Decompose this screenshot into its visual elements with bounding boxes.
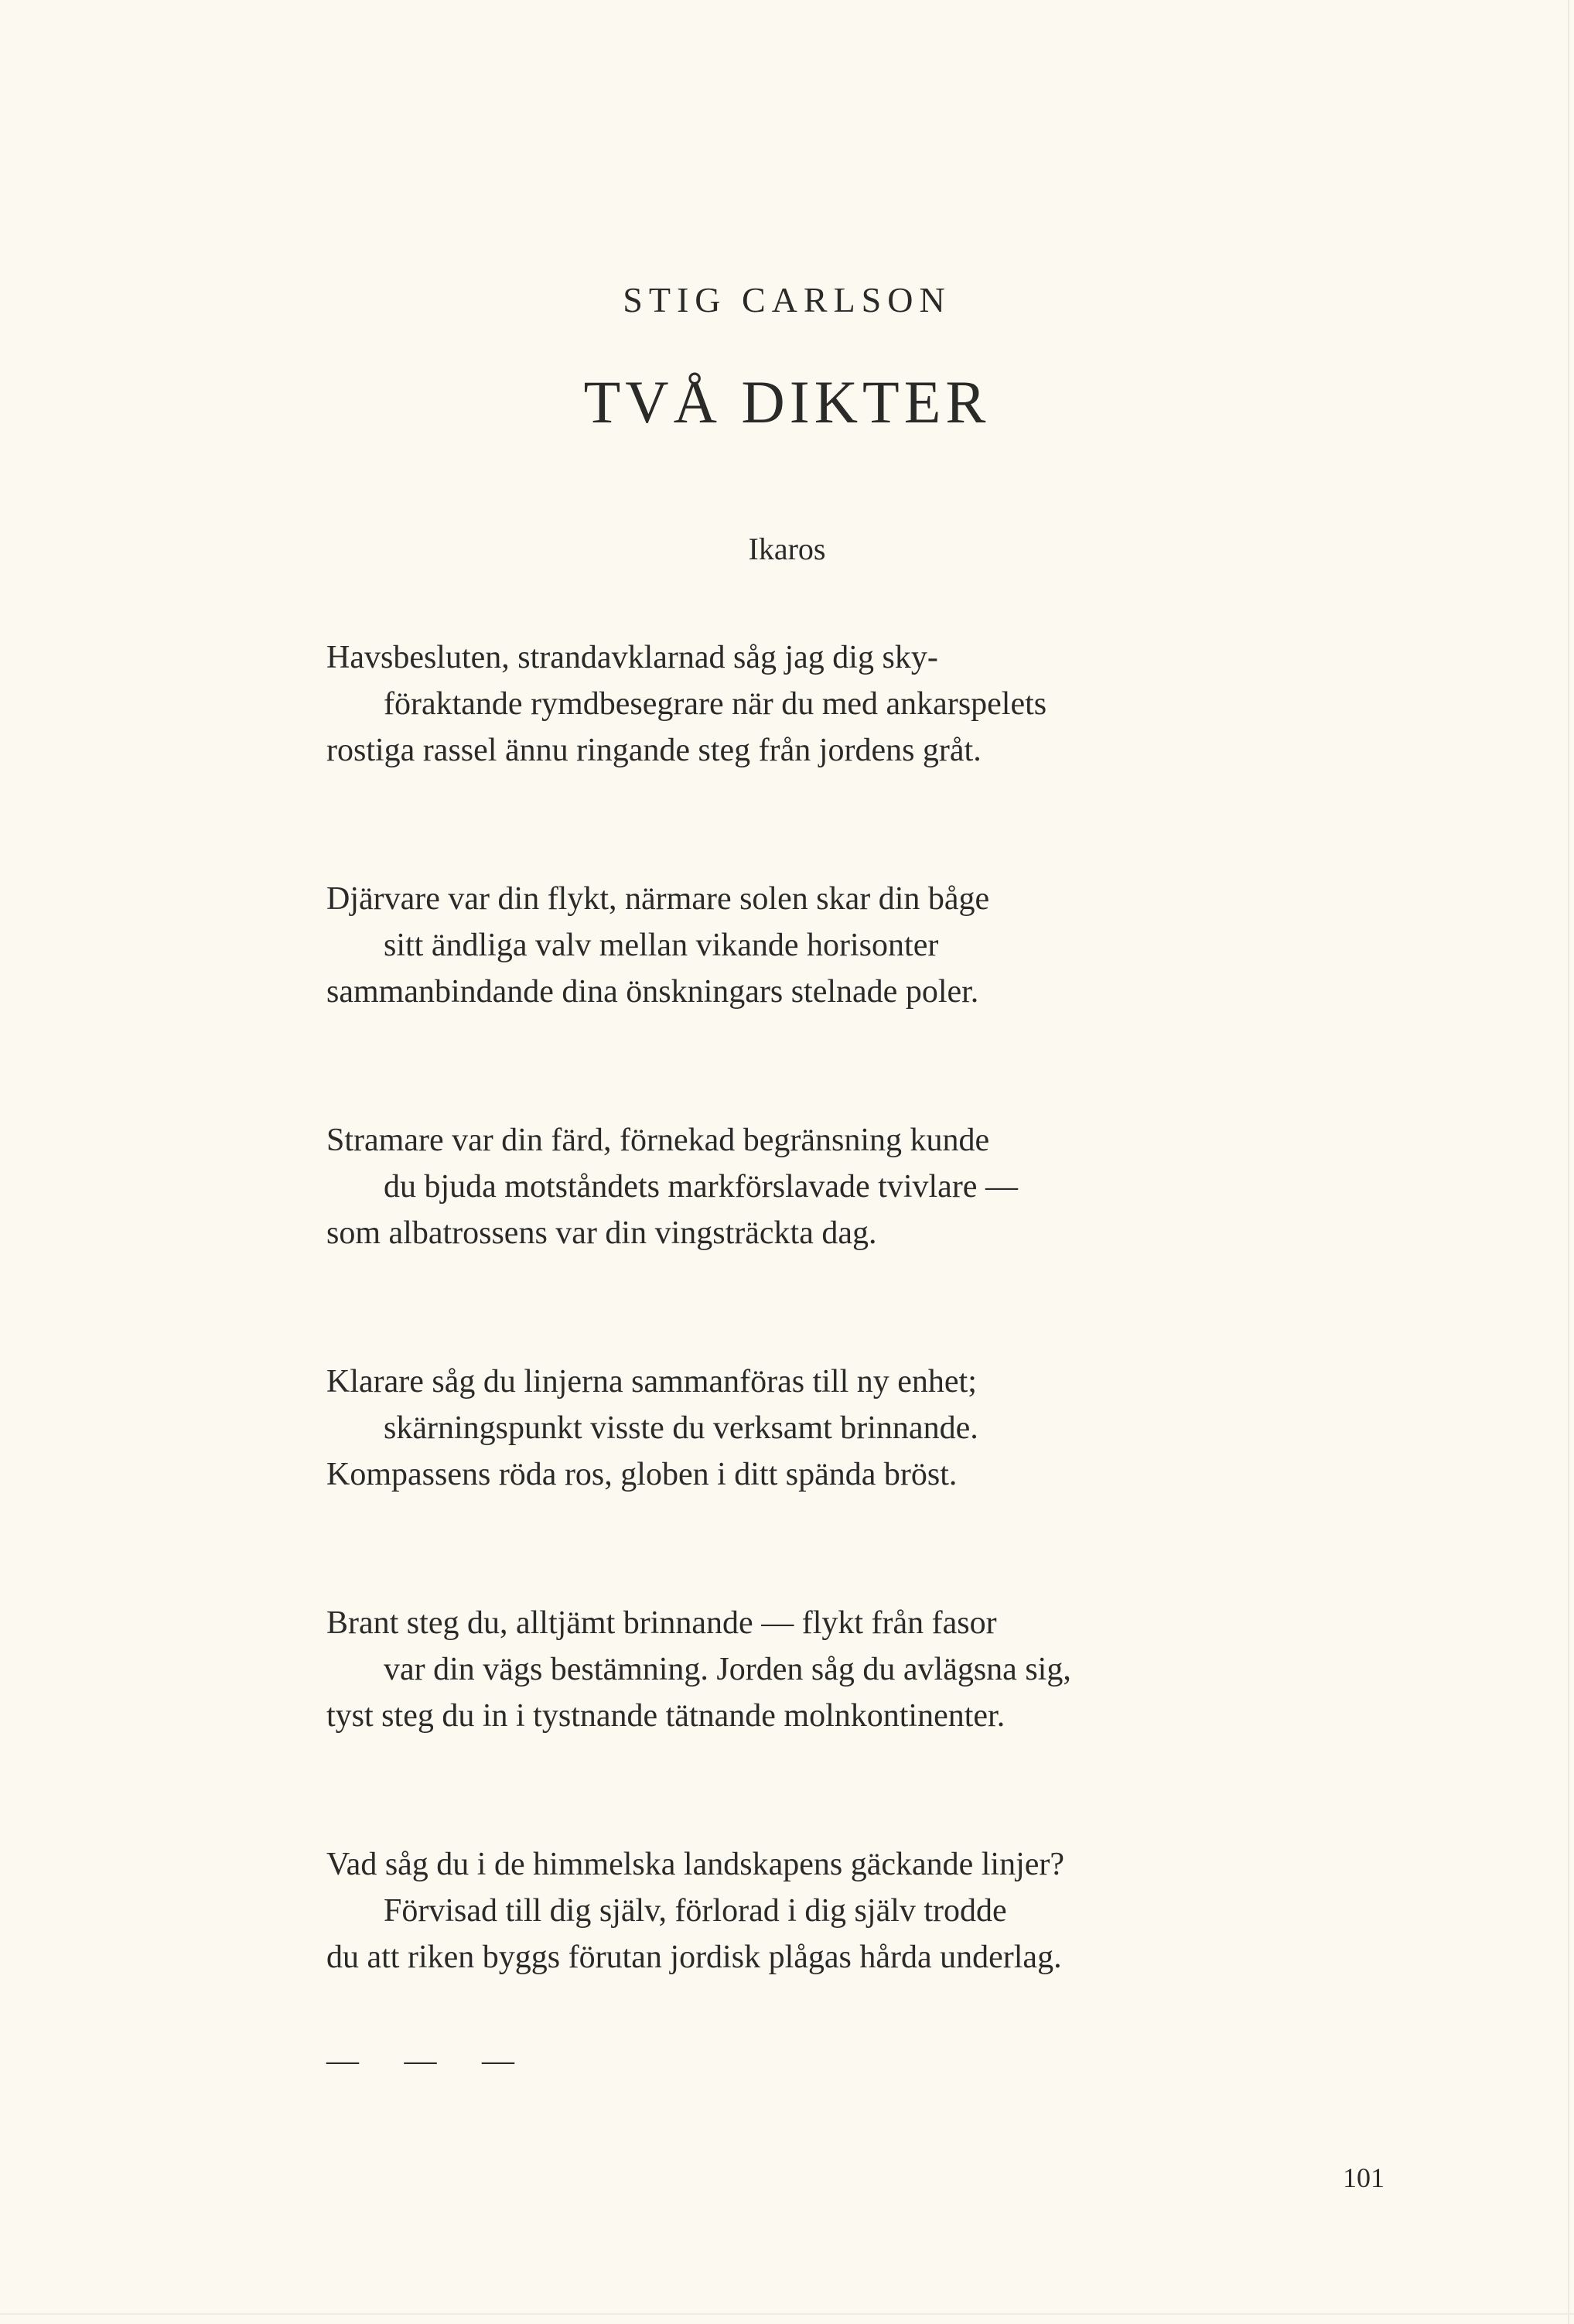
stanza-4 [326,1359,1425,1498]
stanza-6 [326,1841,1425,1981]
poem-line: tyst steg du in i tystnande tätnande molnkontinenter. [326,1698,1006,1734]
poem-line: du att riken byggs förutan jordisk plågas hårda underlag. [326,1940,1062,1975]
poem-line: som albatrossens var din vingsträckta dag. [326,1215,877,1251]
page-edge-bottom [0,2313,1574,2315]
poem-line: var din vägs bestämning. Jorden såg du avlägsna sig, [384,1652,1071,1687]
page-edge-right [1568,0,1569,2324]
poem-line: Kompassens röda ros, globen i ditt spända bröst. [326,1457,958,1492]
poem-line: Brant steg du, alltjämt brinnande — flykt från fasor [326,1605,997,1641]
poem-line: sitt ändliga valv mellan vikande horisonter [384,928,939,963]
poem-line: Djärvare var din flykt, närmare solen skar din båge [326,881,990,917]
poem-line: Förvisad till dig själv, förlorad i dig själv trodde [384,1893,1007,1929]
poem-line: skärningspunkt visste du verksamt brinnande. [384,1410,978,1446]
ending-dashes: — — — [326,2043,533,2079]
stanza-1 [326,634,1425,774]
poem-line: Klarare såg du linjerna sammanföras till ny enhet; [326,1364,977,1400]
poem-title: Ikaros [748,531,826,566]
poem-line: du bjuda motståndets markförslavade tvivlare — [384,1169,1018,1205]
stanza-2 [326,876,1425,1015]
poem-line: rostiga rassel ännu ringande steg från jordens gråt. [326,733,982,768]
page-title: TVÅ DIKTER [583,368,991,436]
poem-line: sammanbindande dina önskningars stelnade poler. [326,974,979,1010]
poem-line: Havsbesluten, strandavklarnad såg jag dig sky- [326,640,938,675]
poem-body [326,634,1425,1981]
stanza-3 [326,1117,1425,1256]
page-number: 101 [1343,2162,1385,2193]
poem-line: Vad såg du i de himmelska landskapens gäckande linjer? [326,1847,1065,1882]
author-name: STIG CARLSON [623,280,951,320]
poem-line: Stramare var din färd, förnekad begränsning kunde [326,1123,990,1158]
stanza-5 [326,1600,1425,1739]
poem-line: föraktande rymdbesegrare när du med ankarspelets [384,686,1047,722]
